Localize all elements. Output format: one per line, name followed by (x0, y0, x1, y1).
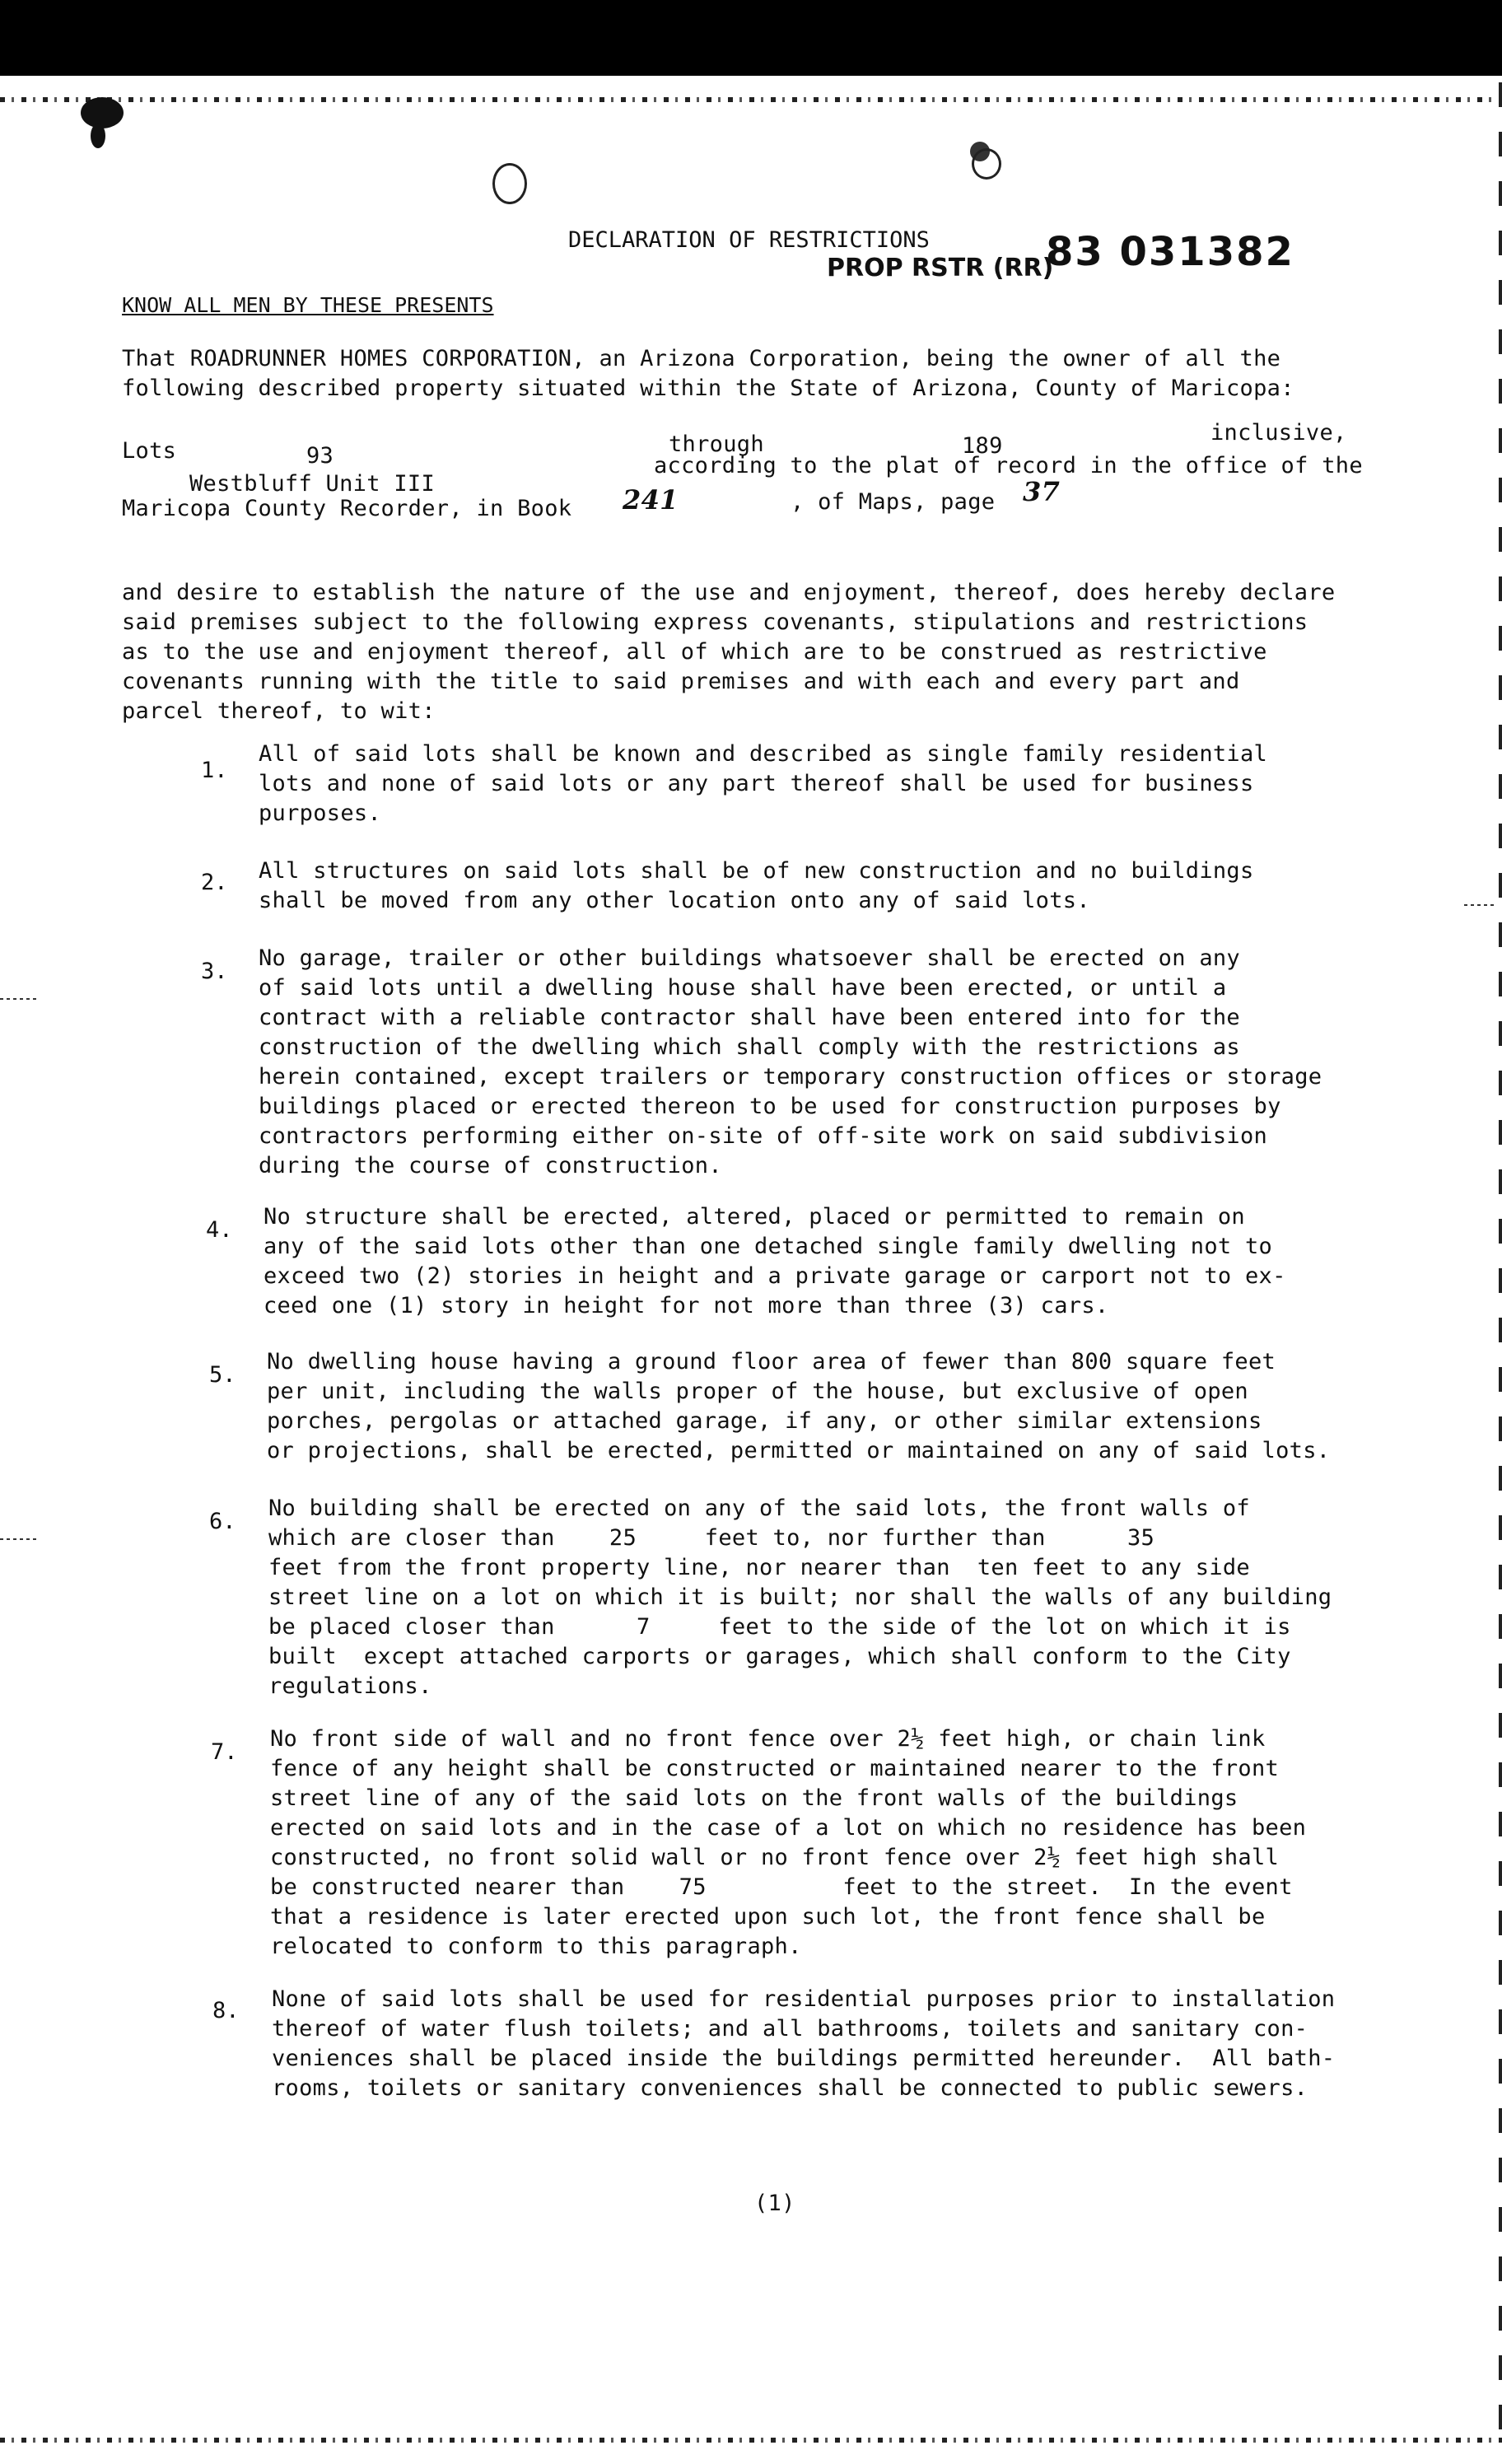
scan-right-edge (1499, 82, 1502, 2454)
document-title: DECLARATION OF RESTRICTIONS (568, 227, 930, 253)
item-6-line: No building shall be erected on any of the said lots, the front walls of (268, 1496, 1250, 1521)
lots-through-label: through (669, 432, 764, 457)
item-4-line: exceed two (2) stories in height and a private garage or carport not to ex- (264, 1263, 1286, 1289)
item-8-line: thereof of water flush toilets; and all bathrooms, toilets and sanitary con- (272, 2016, 1308, 2042)
heading-know-all-men: KNOW ALL MEN BY THESE PRESENTS (122, 293, 494, 317)
lots-inclusive: inclusive, (1210, 420, 1347, 446)
lots-label: Lots (122, 438, 177, 464)
preamble-line-4: covenants running with the title to said premises and with each and every part and (122, 669, 1240, 694)
item-7-line: be constructed nearer than 75 feet to the street. In the event (270, 1874, 1293, 1900)
item-1-line: purposes. (259, 800, 381, 826)
item-8-line: None of said lots shall be used for residential purposes prior to installation (272, 1986, 1336, 2012)
item-1-line: All of said lots shall be known and described as single family residential (259, 741, 1268, 767)
recording-stamp-label: PROP RSTR (RR) (827, 254, 1054, 282)
item-3-line: construction of the dwelling which shall comply with the restrictions as (259, 1034, 1240, 1060)
item-7-line: constructed, no front solid wall or no front fence over 2½ feet high shall (270, 1845, 1280, 1870)
item-7-line: street line of any of the said lots on the front walls of the buildings (270, 1785, 1238, 1811)
item-8-line: veniences shall be placed inside the buildings permitted hereunder. All bath- (272, 2046, 1336, 2071)
item-3-line: of said lots until a dwelling house shall have been erected, or until a (259, 975, 1227, 1001)
book-number-handwritten: 241 (623, 484, 679, 516)
page-number: (1) (754, 2191, 795, 2216)
scan-smudge-2 (91, 124, 105, 148)
item-4-number: 4. (206, 1217, 233, 1243)
item-7-line: erected on said lots and in the case of a lot on which no residence has been (270, 1815, 1307, 1841)
item-6-line: be placed closer than 7 feet to the side of the lot on which it is (268, 1614, 1291, 1640)
item-3-number: 3. (201, 959, 228, 984)
item-4-line: any of the said lots other than one detached single family dwelling not to (264, 1234, 1273, 1259)
margin-mark-3 (1464, 904, 1497, 906)
plat-of-record-text: according to the plat of record in the office of the (654, 453, 1363, 478)
punch-hole-mark (492, 163, 527, 204)
lots-from: 93 (306, 443, 334, 469)
intro-line-2: following described property situated within the State of Arizona, County of Maricopa: (122, 376, 1294, 401)
item-6-line: street line on a lot on which it is built; nor shall the walls of any building (268, 1584, 1332, 1610)
scan-dotted-line-bottom (0, 2438, 1502, 2443)
maps-page-text: , of Maps, page (791, 489, 996, 515)
item-7-line: No front side of wall and no front fence over 2½ feet high, or chain link (270, 1726, 1266, 1752)
preamble-line-3: as to the use and enjoyment thereof, all of which are to be construed as restrictive (122, 639, 1267, 665)
item-6-line: built except attached carports or garages, which shall conform to the City (268, 1644, 1291, 1669)
item-7-number: 7. (211, 1739, 238, 1765)
preamble-line-2: said premises subject to the following express covenants, stipulations and restrictions (122, 609, 1308, 635)
item-8-line: rooms, toilets or sanitary conveniences shall be connected to public sewers. (272, 2075, 1308, 2101)
page-number-handwritten: 37 (1023, 476, 1061, 507)
item-7-line: that a residence is later erected upon such lot, the front fence shall be (270, 1904, 1266, 1930)
intro-line-1: That ROADRUNNER HOMES CORPORATION, an Arizona Corporation, being the owner of all the (122, 346, 1281, 371)
item-6-number: 6. (209, 1509, 236, 1534)
item-4-line: ceed one (1) story in height for not more than three (3) cars. (264, 1293, 1109, 1318)
scan-dotted-line-top (0, 97, 1502, 102)
item-3-line: contractors performing either on-site of off-site work on said subdivision (259, 1123, 1268, 1149)
item-8-number: 8. (212, 1998, 240, 2023)
item-2-line: shall be moved from any other location onto any of said lots. (259, 888, 1090, 913)
item-5-line: No dwelling house having a ground floor area of fewer than 800 square feet (267, 1349, 1276, 1374)
item-6-line: which are closer than 25 feet to, nor further than 35 (268, 1525, 1155, 1551)
item-3-line: during the course of construction. (259, 1153, 722, 1178)
item-1-number: 1. (201, 758, 228, 783)
item-3-line: contract with a reliable contractor shall have been entered into for the (259, 1005, 1240, 1030)
scan-smudge (81, 97, 124, 128)
item-5-number: 5. (209, 1362, 236, 1388)
item-1-line: lots and none of said lots or any part thereof shall be used for business (259, 771, 1254, 796)
item-5-line: porches, pergolas or attached garage, if any, or other similar extensions (267, 1408, 1262, 1434)
item-3-line: No garage, trailer or other buildings whatsoever shall be erected on any (259, 945, 1240, 971)
item-5-line: per unit, including the walls proper of the house, but exclusive of open (267, 1379, 1248, 1404)
recorder-text: Maricopa County Recorder, in Book (122, 496, 572, 521)
item-5-line: or projections, shall be erected, permitted or maintained on any of said lots. (267, 1438, 1331, 1463)
lots-to: 189 (962, 433, 1003, 459)
item-6-line: feet from the front property line, nor nearer than ten feet to any side (268, 1555, 1250, 1580)
subdivision-name: Westbluff Unit III (189, 471, 435, 497)
item-6-line: regulations. (268, 1673, 432, 1699)
item-7-line: fence of any height shall be constructed or maintained nearer to the front (270, 1756, 1280, 1781)
margin-mark-2 (0, 1538, 36, 1540)
item-2-line: All structures on said lots shall be of new construction and no buildings (259, 858, 1254, 884)
preamble-line-1: and desire to establish the nature of the use and enjoyment, thereof, does hereby declare (122, 580, 1336, 605)
item-3-line: buildings placed or erected thereon to be used for construction purposes by (259, 1094, 1281, 1119)
item-4-line: No structure shall be erected, altered, placed or permitted to remain on (264, 1204, 1245, 1230)
scan-top-border (0, 0, 1502, 76)
item-7-line: relocated to conform to this paragraph. (270, 1934, 802, 1959)
margin-mark (0, 998, 36, 1000)
recording-number: 83 031382 (1046, 229, 1294, 275)
punch-hole-mark-2 (972, 148, 1001, 180)
item-2-number: 2. (201, 870, 228, 895)
item-3-line: herein contained, except trailers or temporary construction offices or storage (259, 1064, 1322, 1090)
preamble-line-5: parcel thereof, to wit: (122, 698, 436, 724)
